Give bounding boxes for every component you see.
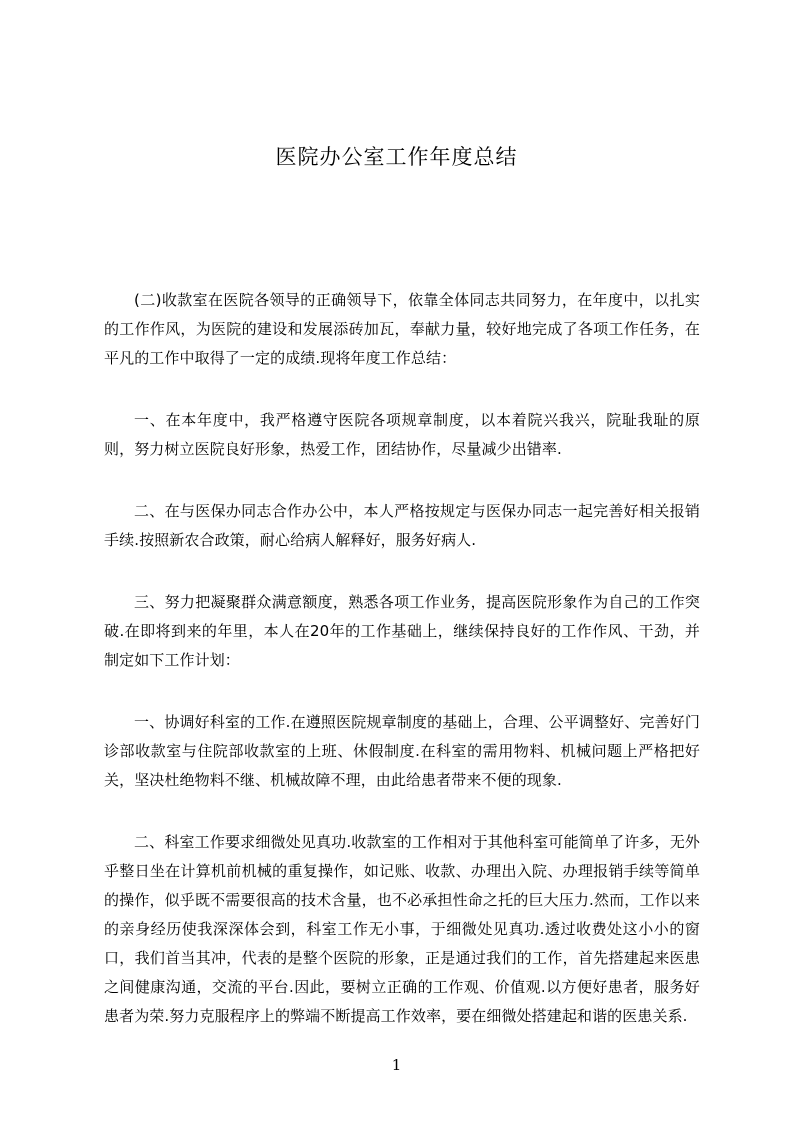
document-title: 医院办公室工作年度总结 [275, 145, 518, 169]
paragraph-intro: (二)收款室在医院各领导的正确领导下，依靠全体同志共同努力，在年度中，以扎实的工作作风，为医院的建设和发展添砖加瓦，奉献力量，较好地完成了各项工作任务，在平凡的工作中取得了一定的成绩.现将年度工作总结： [104, 291, 700, 367]
page-number: 1 [391, 1056, 402, 1074]
paragraph-plan-2: 二、科室工作要求细微处见真功.收款室的工作相对于其他科室可能简单了许多，无外乎整日坐在计算机前机械的重复操作，如记账、收款、办理出入院、办理报销手续等简单的操作，似乎既不需要很高的技术含量，也不必承担性命之托的巨大压力.然而，工作以来的亲身经历使我深深体会到，科室工作无小事，于细微处见真功.透过收费处这小小的窗口，我们首当其冲，代表的是整个医院的形象，正是通过我们的工作，首先搭建起来医患之间健康沟通，交流的平台.因此，要树立正确的工作观、价值观.以方便好患者，服务好患者为荣.努力克服程序上的弊端不断提高工作效率，要在细微处搭建起和谐的医患关系. [104, 833, 700, 1025]
document-body [104, 286, 700, 1064]
paragraph-plan-1: 一、协调好科室的工作.在遵照医院规章制度的基础上，合理、公平调整好、完善好门诊部收款室与住院部收款室的上班、休假制度.在科室的需用物料、机械问题上严格把好关，坚决杜绝物料不继、机械故障不理，由此给患者带来不便的现象. [104, 713, 700, 789]
paragraph-point-2: 二、在与医保办同志合作办公中，本人严格按规定与医保办同志一起完善好相关报销手续.按照新农合政策，耐心给病人解释好，服务好病人. [104, 502, 700, 549]
paragraph-point-1: 一、在本年度中，我严格遵守医院各项规章制度，以本着院兴我兴，院耻我耻的原则，努力树立医院良好形象，热爱工作，团结协作，尽量减少出错率. [104, 411, 700, 458]
paragraph-point-3: 三、努力把凝聚群众满意额度，熟悉各项工作业务，提高医院形象作为自己的工作突破.在即将到来的年里，本人在20年的工作基础上，继续保持良好的工作作风、干劲，并制定如下工作计划： [104, 593, 700, 669]
